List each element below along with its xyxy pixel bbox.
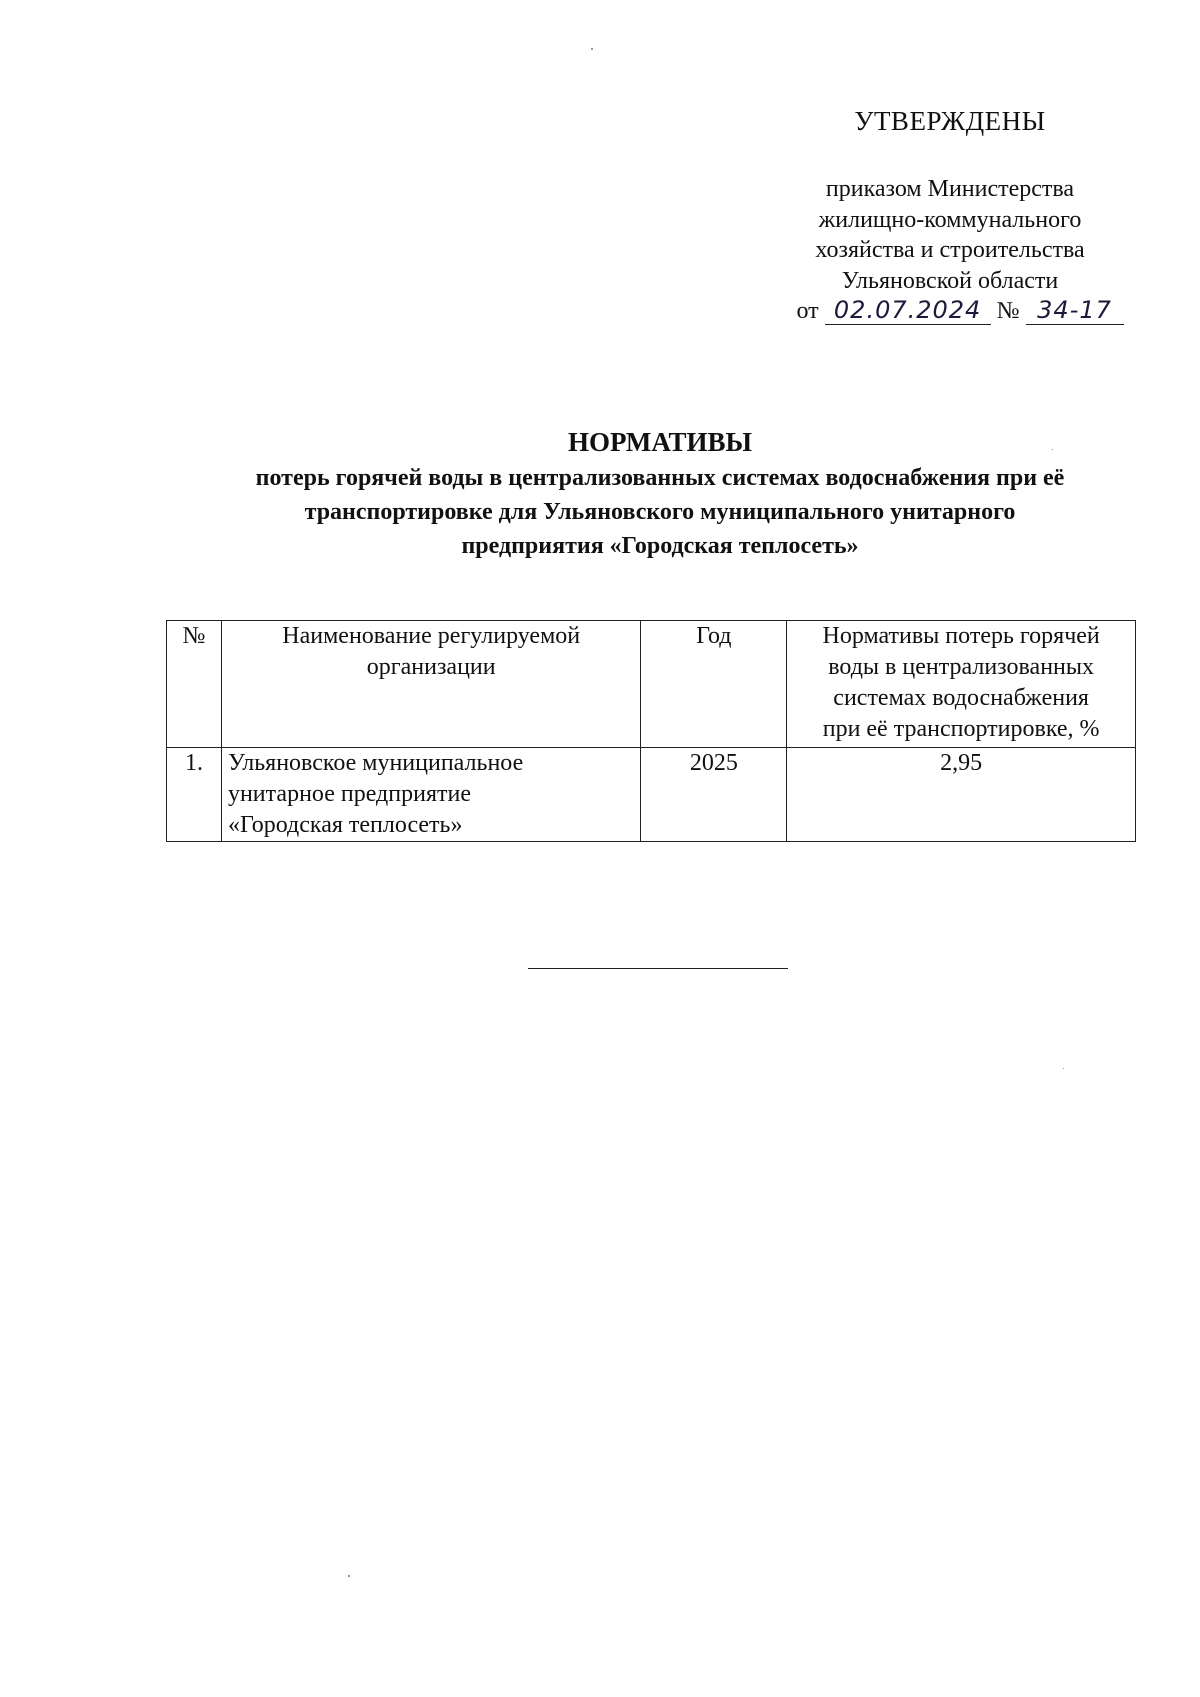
- row-year: 2025: [641, 748, 787, 842]
- scan-speck: [1063, 1068, 1064, 1069]
- approval-line: хозяйства и строительства: [815, 237, 1085, 263]
- subtitle-line: транспортировке для Ульяновского муниципального унитарного: [304, 499, 1016, 525]
- document-title: НОРМАТИВЫ: [567, 427, 753, 457]
- order-date-number-line: [780, 296, 1140, 325]
- header-organization: [221, 621, 641, 748]
- subtitle-line: потерь горячей воды в централизованных системах водоснабжения при её: [255, 465, 1065, 491]
- row-organization: [221, 748, 641, 842]
- approval-order-text: [790, 174, 1110, 296]
- org-line: «Городская теплосеть»: [227, 812, 463, 838]
- row-norm-value: 2,95: [787, 748, 1136, 842]
- header-line: организации: [366, 654, 496, 680]
- norms-table: [166, 620, 1136, 842]
- table-header-row: [167, 621, 1136, 748]
- header-line: Нормативы потерь горячей: [822, 623, 1100, 649]
- subtitle-line: предприятия «Городская теплосеть»: [461, 533, 859, 559]
- number-label: №: [996, 298, 1020, 324]
- header-line: при её транспортировке, %: [822, 716, 1100, 742]
- header-line: воды в централизованных: [828, 654, 1095, 680]
- scan-speck: [1052, 449, 1053, 450]
- approval-line: жилищно-коммунального: [818, 206, 1082, 233]
- org-line: унитарное предприятие: [227, 781, 471, 807]
- header-number: №: [167, 621, 222, 748]
- handwritten-date: 02.07.2024: [825, 296, 991, 325]
- closing-divider: [528, 968, 788, 969]
- header-year: Год: [641, 621, 787, 748]
- handwritten-number: 34-17: [1026, 296, 1124, 325]
- approval-title: УТВЕРЖДЕНЫ: [854, 106, 1046, 136]
- header-line: системах водоснабжения: [833, 685, 1089, 711]
- approval-line: Ульяновской области: [841, 267, 1059, 294]
- scan-speck: [591, 48, 593, 50]
- from-label: от: [796, 298, 819, 324]
- header-norm: [787, 621, 1136, 748]
- approval-line: приказом Министерства: [825, 176, 1075, 202]
- scan-speck: [348, 1575, 350, 1577]
- table-row: [167, 748, 1136, 842]
- document-subtitle: [150, 461, 1170, 563]
- org-line: Ульяновское муниципальное: [227, 750, 524, 776]
- header-line: Наименование регулируемой: [282, 623, 581, 649]
- row-number: 1.: [167, 748, 222, 842]
